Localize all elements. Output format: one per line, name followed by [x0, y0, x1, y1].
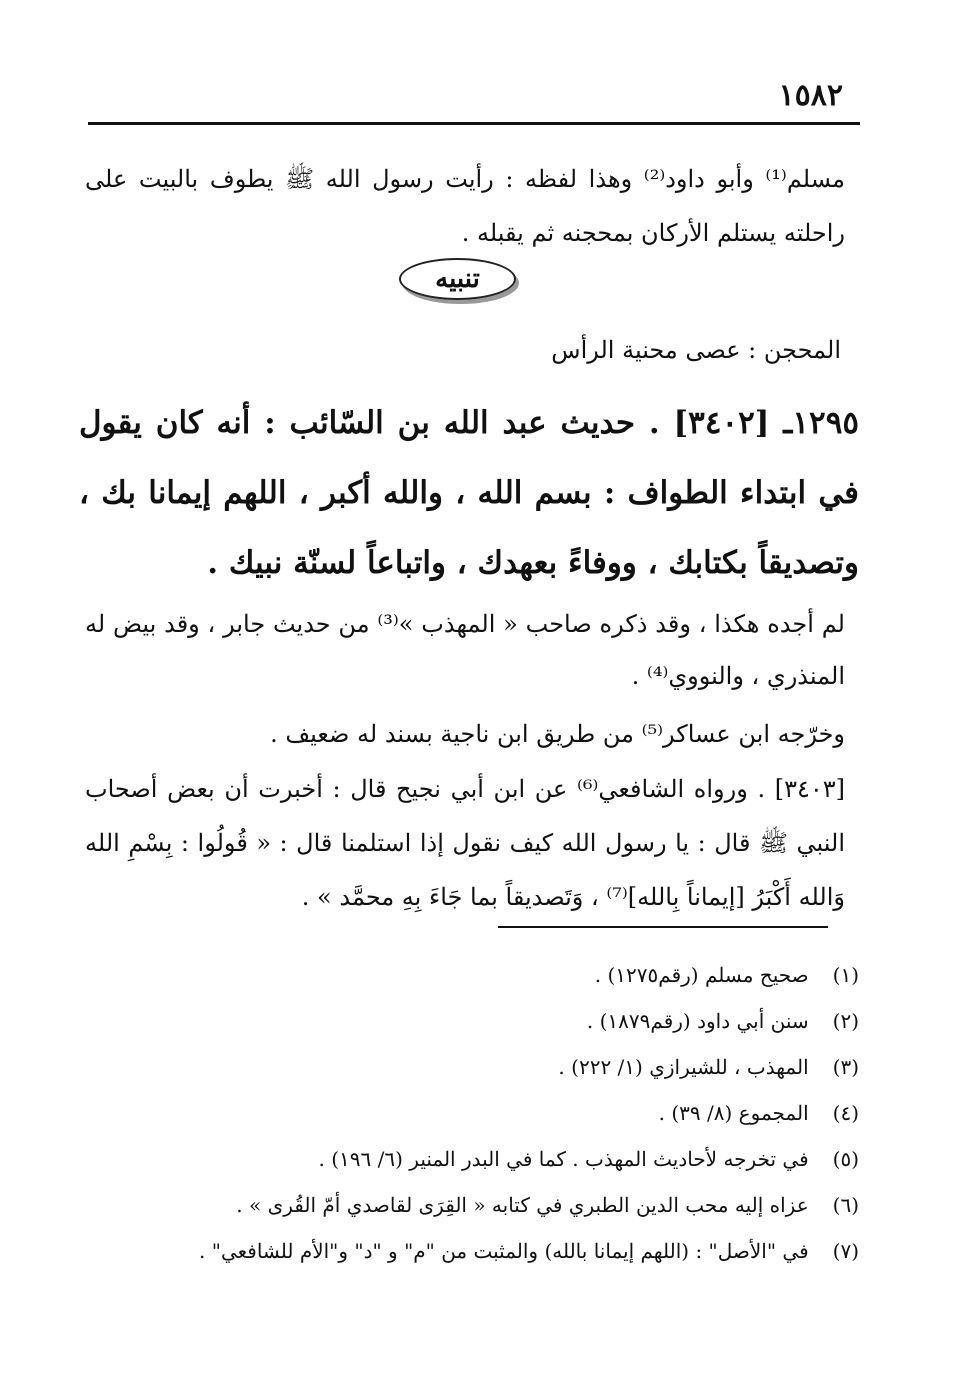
footnotes-list	[99, 952, 859, 1274]
footnote-text: صحيح مسلم (رقم١٢٧٥) .	[594, 963, 809, 987]
paragraph-ibn-asakir: وخرّجه ابن عساكر⁽⁵⁾ من طريق ابن ناجية بسند له ضعيف .	[270, 720, 845, 748]
header-rule	[88, 122, 860, 125]
footnote-text: في "الأصل" : (اللهم إيمانا بالله) والمثبت من "م" و "د" و"الأم للشافعي" .	[199, 1239, 809, 1263]
footnote-item	[99, 998, 859, 1044]
paragraph-shafii: [٣٤٠٣] . ورواه الشافعي⁽⁶⁾ عن ابن أبي نجيح قال : أخبرت أن بعض أصحاب النبي ﷺ قال : يا رسول الله كيف نقول إذا استلمنا قال : « قُولُوا : بِسْمِ الله وَالله أَكْبَرُ [إيماناً بِالله]⁽⁷⁾ ، وَتَصديقاً بما جَاءَ بِهِ محمَّد » .	[85, 775, 846, 911]
footnote-number: (٢)	[832, 1009, 859, 1033]
footnote-text: المجموع (٨/ ٣٩) .	[658, 1101, 809, 1125]
footnote-text: عزاه إليه محب الدين الطبري في كتابه « القِرَى لقاصدي أمّ القُرى » .	[236, 1193, 809, 1217]
paragraph-commentary: لم أجده هكذا ، وقد ذكره صاحب « المهذب »⁽³⁾ من حديث جابر ، وقد بيض له المنذري ، والنووي⁽⁴⁾ .	[85, 610, 845, 690]
footnote-number: (١)	[832, 963, 859, 987]
notice-box	[0, 258, 955, 300]
footnote-item	[99, 1090, 859, 1136]
footnote-item	[99, 1228, 859, 1274]
footnote-text: سنن أبي داود (رقم١٨٧٩) .	[586, 1009, 809, 1033]
footnote-item	[99, 1044, 859, 1090]
footnote-number: (٤)	[832, 1101, 859, 1125]
footnote-item	[99, 1136, 859, 1182]
footnote-item	[99, 1182, 859, 1228]
footnote-number: (٣)	[832, 1055, 859, 1079]
hadith-heading: ١٢٩٥ـ [٣٤٠٢] . حديث عبد الله بن السّائب : أنه كان يقول في ابتداء الطواف : بسم الله ، والله أكبر ، اللهم إيمانا بك ، وتصديقاً بكتابك ، ووفاءً بعهدك ، واتباعاً لسنّة نبيك .	[79, 405, 859, 581]
footnote-number: (٦)	[832, 1193, 859, 1217]
page-number: ١٥٨٢	[778, 78, 843, 113]
footnote-rule	[498, 926, 828, 928]
footnote-text: المهذب ، للشيرازي (١/ ٢٢٢) .	[558, 1055, 809, 1079]
footnote-item	[99, 952, 859, 998]
footnote-number: (٧)	[832, 1239, 859, 1263]
notice-label: تنبيه	[399, 258, 516, 300]
footnote-number: (٥)	[832, 1147, 859, 1171]
footnote-text: في تخرجه لأحاديث المهذب . كما في البدر المنير (٦/ ١٩٦) .	[318, 1147, 809, 1171]
paragraph-intro: مسلم⁽¹⁾ وأبو داود⁽²⁾ وهذا لفظه : رأيت رسول الله ﷺ يطوف بالبيت على راحلته يستلم الأركان بمحجنه ثم يقبله .	[85, 165, 845, 247]
definition-text: المحجن : عصى محنية الرأس	[551, 336, 841, 364]
